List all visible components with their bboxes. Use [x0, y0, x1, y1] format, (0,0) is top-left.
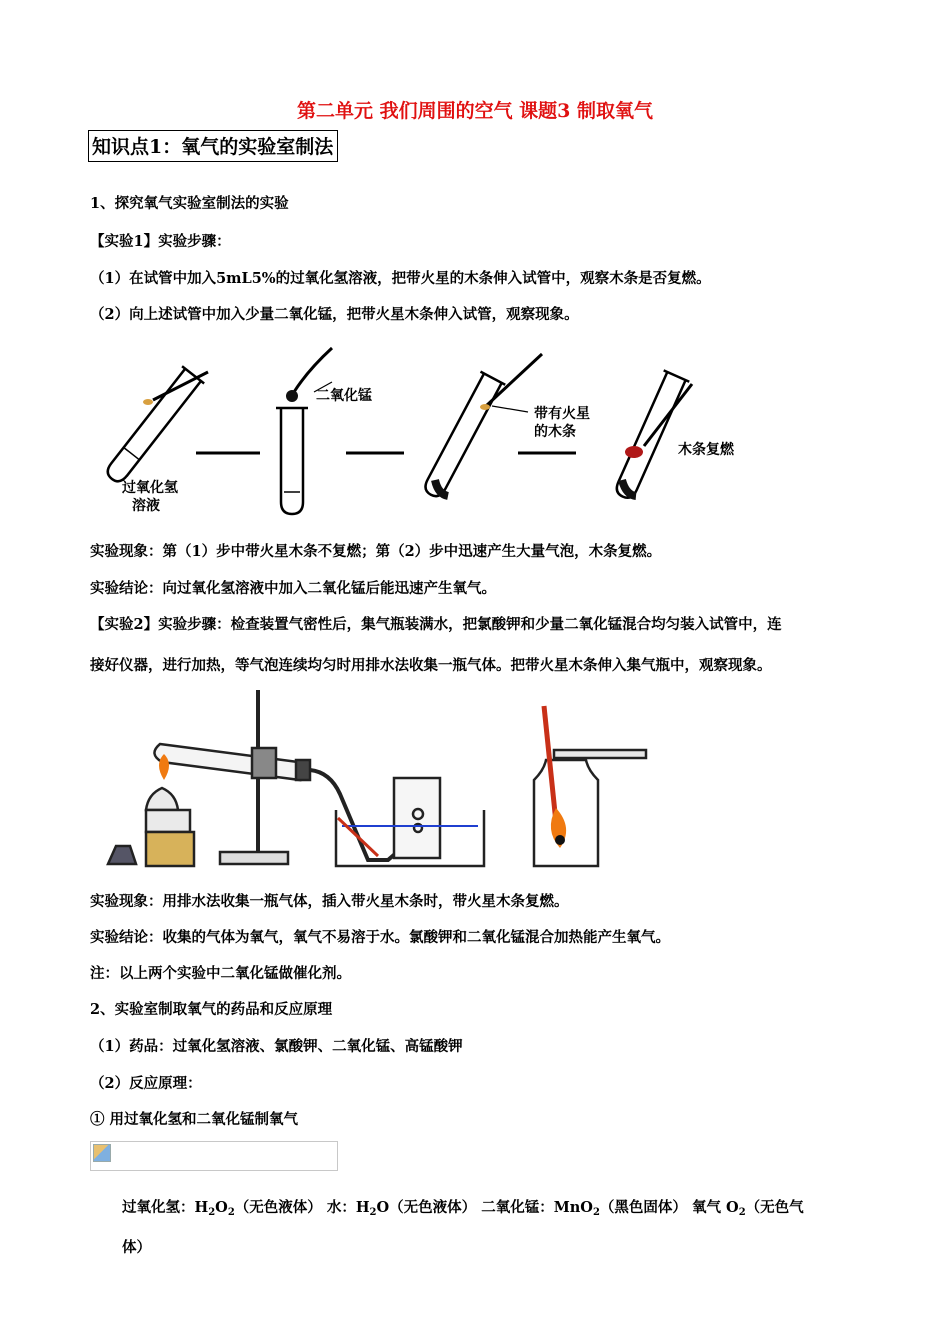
label-h2o2-1: 过氧化氢: [122, 480, 178, 496]
exp1-phenomenon: 实验现象：第（1）步中带火星木条不复燃；第（2）步中迅速产生大量气泡，木条复燃。: [90, 543, 662, 560]
mno2-spoon-powder: [286, 390, 298, 402]
exp2-conclusion: 实验结论：收集的气体为氧气，氧气不易溶于水。氯酸钾和二氧化锰混合加热能产生氧气。: [90, 929, 670, 946]
clamp: [252, 748, 276, 778]
label-relight: 木条复燃: [678, 442, 734, 458]
exp2-phenomenon: 实验现象：用排水法收集一瓶气体，插入带火星木条时，带火星木条复燃。: [90, 893, 569, 910]
exp1-step1: （1）在试管中加入5mL5%的过氧化氢溶液，把带火星的木条伸入试管中，观察木条是否复燃。: [90, 270, 711, 287]
label-stick-1: 带有火星: [534, 406, 590, 422]
section1-heading: 1、探究氧气实验室制法的实验: [90, 195, 289, 212]
glass-cover: [554, 750, 646, 758]
stand-base: [220, 852, 288, 864]
principle-line: （2）反应原理：: [90, 1075, 202, 1092]
alcohol-lamp: [146, 788, 178, 810]
broken-image-placeholder: [90, 1141, 338, 1171]
stick-flame-4: [625, 446, 643, 458]
broken-image-icon: [93, 1144, 111, 1162]
stick-ember-1: [143, 399, 153, 405]
substances-line: 过氧化氢：$H_2O_2$（无色液体） 水：$H_2O$（无色液体） 二氧化锰：MnO$_2$（黑色固体） 氧气 $O_2$（无色气: [122, 1199, 804, 1218]
gas-jar: [534, 760, 598, 866]
test-tube-1: [101, 366, 204, 487]
method1-line: ① 用过氧化氢和二氧化锰制氧气: [90, 1111, 299, 1128]
wood-stick-4: [644, 384, 692, 446]
stick-ember-3: [480, 404, 490, 410]
figure-kclo3-apparatus: [88, 684, 678, 874]
small-lamp: [108, 846, 136, 864]
wood-block: [146, 832, 194, 866]
exp1-conclusion: 实验结论：向过氧化氢溶液中加入二氧化锰后能迅速产生氧气。: [90, 580, 496, 597]
liquid-bottom-4: [622, 480, 636, 496]
figure-h2o2-experiment: [88, 340, 758, 530]
substances-line-cont: 体）: [122, 1239, 151, 1256]
stopper: [296, 760, 310, 780]
rubber-tube: [338, 818, 378, 856]
page-title: 第二单元 我们周围的空气 课题3 制取氧气: [296, 100, 654, 122]
label-h2o2-2: 溶液: [132, 498, 160, 514]
exp2-step-line1: 【实验2】实验步骤：检查装置气密性后，集气瓶装满水，把氯酸钾和少量二氧化锰混合均匀装入试管中，连: [90, 616, 782, 633]
heated-test-tube: [154, 744, 300, 780]
catalyst-note: 注：以上两个实验中二氧化锰做催化剂。: [90, 965, 351, 982]
test-tube-2: [276, 408, 308, 514]
drugs-line: （1）药品：过氧化氢溶液、氯酸钾、二氧化锰、高锰酸钾: [90, 1038, 463, 1055]
exp1-label: 【实验1】实验步骤：: [90, 233, 231, 250]
label-stick-2: 的木条: [534, 424, 576, 440]
knowledge-point-box: 知识点1：氧气的实验室制法: [88, 130, 338, 162]
section2-heading: 2、实验室制取氧气的药品和反应原理: [90, 1001, 333, 1018]
exp1-step2: （2）向上述试管中加入少量二氧化锰，把带火星木条伸入试管，观察现象。: [90, 306, 579, 323]
label-mno2: 二氧化锰: [316, 388, 372, 404]
exp2-step-line2: 接好仪器，进行加热，等气泡连续均匀时用排水法收集一瓶气体。把带火星木条伸入集气瓶中，观察现象。: [90, 657, 772, 674]
